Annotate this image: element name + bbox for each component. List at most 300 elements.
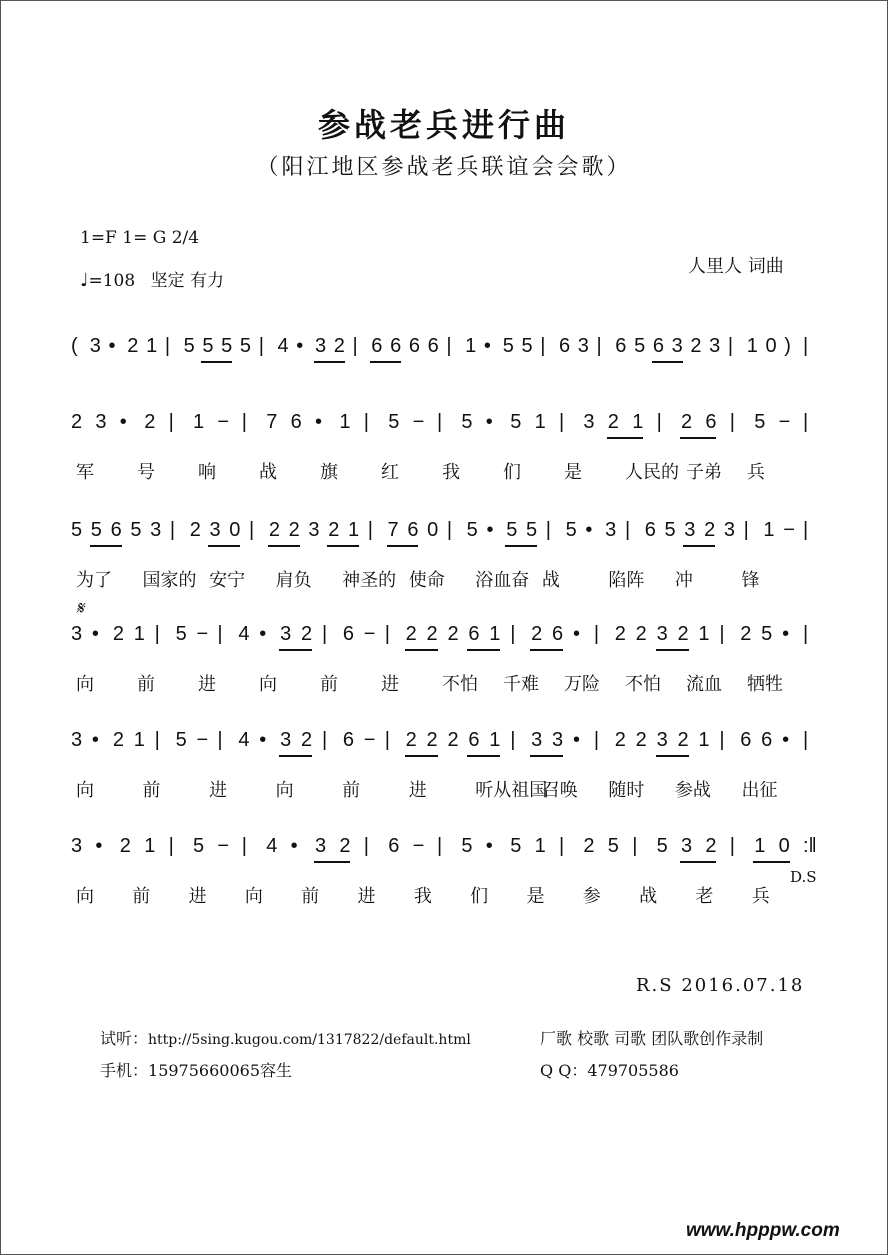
note: 2: [71, 411, 83, 433]
note: 2: [405, 623, 417, 645]
note: 5: [175, 729, 187, 751]
beam-line: [314, 861, 350, 863]
note: 6: [427, 335, 439, 357]
barline: |: [719, 729, 725, 751]
note: 3: [71, 729, 83, 751]
note: 5: [510, 411, 522, 433]
score-row: [0, 728, 888, 801]
lyric: 流血: [686, 674, 722, 695]
lyric: 们: [503, 462, 521, 483]
note: 5: [761, 623, 773, 645]
note: 6: [290, 411, 302, 433]
barline: |: [363, 835, 369, 857]
note: 1: [632, 411, 644, 433]
beam-line: [279, 649, 312, 651]
lyric: 向: [76, 886, 94, 907]
note: −: [196, 729, 209, 751]
score-row: [0, 518, 888, 591]
barline: |: [803, 335, 809, 357]
lyric: 向: [76, 674, 94, 695]
note: 1: [763, 519, 775, 541]
note: 2: [677, 623, 689, 645]
lyric: 出征: [741, 780, 778, 801]
note: 6: [652, 335, 664, 357]
note: 5: [510, 835, 522, 857]
song-title: 参战老兵进行曲: [317, 106, 570, 144]
lyric: 肩负: [275, 570, 312, 591]
note: 4: [238, 623, 250, 645]
beam-line: [467, 755, 500, 757]
lyric: 前: [342, 780, 361, 801]
note: 1: [754, 835, 766, 857]
note: 2: [119, 835, 131, 857]
listen-label: 试听：: [100, 1029, 149, 1048]
lyric: 兵: [751, 886, 770, 907]
barline: |: [154, 623, 160, 645]
note: 0: [229, 519, 241, 541]
note: −: [783, 519, 795, 541]
note: 2: [112, 623, 124, 645]
note: 4: [266, 835, 278, 857]
barline: |: [510, 623, 516, 645]
note: 3: [150, 519, 162, 541]
dot-mark: •: [782, 623, 790, 645]
note: 1: [534, 411, 546, 433]
lyric: 锋: [741, 570, 760, 591]
note: 5: [202, 335, 214, 357]
note: 5: [221, 335, 233, 357]
lyric: 随时: [608, 780, 645, 801]
note: 6: [342, 623, 354, 645]
song-subtitle: （阳江地区参战老兵联谊会会歌）: [256, 155, 632, 180]
barline: |: [321, 729, 328, 751]
note: 2: [607, 411, 619, 433]
dot-mark: •: [95, 835, 103, 857]
note: 1: [347, 519, 360, 541]
lyric: 不怕: [625, 674, 661, 695]
lyric: 我: [442, 462, 460, 483]
barline: |: [249, 519, 255, 541]
site-watermark: www.hpppw.com: [686, 1220, 840, 1241]
lyric: 千难: [503, 674, 539, 695]
lyric: 战: [639, 886, 658, 907]
beam-line: [208, 545, 240, 547]
key-signature: 1=F 1= G 2/4: [80, 228, 200, 248]
note: 7: [266, 411, 278, 433]
lyric: 前: [320, 674, 338, 695]
note: 1: [146, 335, 158, 357]
note: 6: [705, 411, 717, 433]
barline: |: [437, 835, 443, 857]
note: 1: [489, 729, 501, 751]
barline: |: [352, 335, 358, 357]
note: 3: [280, 623, 292, 645]
lyric: 进: [198, 674, 216, 695]
note: (: [71, 335, 78, 357]
lyric: 前: [132, 886, 151, 907]
listen-line: [100, 1026, 471, 1049]
dot-mark: •: [585, 519, 593, 541]
barline: |: [656, 411, 662, 433]
dot-mark: •: [483, 335, 491, 357]
note: 6: [468, 623, 480, 645]
note: −: [363, 623, 376, 645]
dot-mark: •: [572, 729, 580, 751]
note: 3: [315, 835, 327, 857]
barline: |: [632, 835, 638, 857]
note: 3: [552, 729, 564, 751]
note: 2: [189, 519, 201, 541]
note: −: [778, 411, 791, 433]
note: 2: [704, 519, 716, 541]
note: 2: [426, 623, 438, 645]
note: 2: [681, 411, 693, 433]
barline: |: [540, 335, 546, 357]
tempo-marking: [80, 266, 224, 291]
note: 2: [301, 729, 313, 751]
barline: |: [719, 623, 725, 645]
barline: |: [803, 411, 809, 433]
barline: |: [803, 519, 809, 541]
note: 5: [388, 411, 400, 433]
note: 2: [447, 729, 459, 751]
lyric: 听从祖国: [475, 780, 548, 801]
note: 0: [765, 335, 777, 357]
note: 3: [681, 835, 693, 857]
barline: |: [241, 411, 247, 433]
note: 3: [656, 729, 668, 751]
note: 6: [342, 729, 354, 751]
note: 1: [698, 729, 710, 751]
segno-icon: 𝄋: [76, 598, 84, 619]
note: 2: [614, 623, 626, 645]
note: 3: [583, 411, 595, 433]
barline: |: [559, 835, 565, 857]
lyric: 进: [188, 886, 207, 907]
note: 6: [615, 335, 627, 357]
tempo-value: =108: [88, 271, 136, 291]
lyric: 召唤: [541, 780, 578, 801]
note: 2: [531, 623, 543, 645]
note: 3: [671, 335, 683, 357]
lyric: 们: [470, 886, 489, 907]
lyric: 人民的: [625, 462, 679, 483]
quarter-note-icon: ♩: [80, 270, 89, 291]
qq-number: 479705586: [587, 1061, 679, 1080]
note: 2: [690, 335, 702, 357]
note: 1: [339, 411, 351, 433]
barline: |: [593, 623, 600, 645]
note: 5: [183, 335, 195, 357]
note: 5: [521, 335, 533, 357]
dot-mark: •: [486, 519, 494, 541]
lyric: 安宁: [209, 570, 246, 591]
note: 6: [110, 519, 122, 541]
barline: |: [803, 623, 809, 645]
lyric: 神圣的: [342, 570, 397, 591]
lyric: 万险: [564, 674, 600, 695]
note: 5: [239, 335, 252, 357]
lyric: 向: [259, 674, 277, 695]
note: 5: [506, 519, 518, 541]
barline: |: [258, 335, 264, 357]
note: 5: [71, 519, 83, 541]
barline: |: [727, 335, 734, 357]
barline: |: [437, 411, 443, 433]
barline: |: [803, 729, 809, 751]
note: 6: [552, 623, 564, 645]
note: −: [196, 623, 209, 645]
note: 5: [607, 835, 619, 857]
barline: |: [729, 835, 735, 857]
tempo-text: 坚定 有力: [150, 271, 225, 291]
note: 3: [577, 335, 589, 357]
barline: |: [168, 835, 174, 857]
barline: |: [168, 411, 174, 433]
note: 2: [328, 519, 340, 541]
barline: |: [729, 411, 735, 433]
note: 3: [89, 335, 101, 357]
note: 3: [709, 335, 721, 357]
barline: |: [593, 729, 600, 751]
dot-mark: •: [782, 729, 790, 751]
beam-line: [680, 861, 716, 863]
lyric: 参战: [674, 780, 711, 801]
note: 6: [388, 835, 400, 857]
beam-line: [370, 361, 401, 363]
lyric: 冲: [674, 570, 693, 591]
lyric: 号: [137, 462, 155, 483]
note: −: [412, 835, 425, 857]
beam-line: [279, 755, 312, 757]
note: 2: [405, 729, 417, 751]
note: 5: [664, 519, 676, 541]
note: 1: [133, 623, 145, 645]
author-credit: 人里人 词曲: [688, 256, 784, 277]
note: −: [363, 729, 376, 751]
note: 3: [95, 411, 107, 433]
note: 2: [127, 335, 139, 357]
beam-line: [656, 649, 689, 651]
beam-line: [652, 361, 683, 363]
note: 1: [489, 623, 501, 645]
beam-line: [268, 545, 300, 547]
lyric: 老: [695, 886, 714, 907]
barline: |: [164, 335, 171, 357]
note: 6: [468, 729, 480, 751]
note: 2: [740, 623, 752, 645]
lyric: 向: [275, 780, 294, 801]
dot-mark: •: [108, 335, 116, 357]
score-row: [0, 334, 888, 364]
lyric: 前: [137, 674, 155, 695]
lyric: 我: [413, 886, 432, 907]
note: −: [412, 411, 425, 433]
beam-line: [530, 755, 563, 757]
barline: |: [446, 519, 453, 541]
lyric: 不怕: [442, 674, 478, 695]
qq-label: Q Q：: [540, 1061, 588, 1080]
beam-line: [680, 437, 716, 439]
dot-mark: •: [290, 835, 298, 857]
note: 6: [390, 335, 402, 357]
lyric: 战: [541, 570, 560, 591]
note: 3: [684, 519, 696, 541]
beam-line: [90, 545, 122, 547]
score-row: [0, 410, 888, 483]
lyric: 军: [76, 462, 94, 483]
note: 2: [112, 729, 124, 751]
barline: |: [446, 335, 452, 357]
dot-mark: •: [485, 835, 493, 857]
dot-mark: •: [296, 335, 304, 357]
beam-line: [314, 361, 345, 363]
lyric: 向: [244, 886, 263, 907]
barline: |: [241, 835, 247, 857]
beam-line: [387, 545, 419, 547]
note: 5: [461, 411, 473, 433]
lyric: 兵: [747, 462, 765, 483]
beam-line: [607, 437, 643, 439]
note: 5: [461, 835, 473, 857]
note: 3: [723, 519, 735, 541]
note: 5: [754, 411, 766, 433]
lyric: 国家的: [142, 570, 197, 591]
note: 4: [277, 335, 289, 357]
services-line: 厂歌 校歌 司歌 团队歌创作录制: [540, 1029, 764, 1048]
dot-mark: •: [119, 411, 127, 433]
note: 3: [605, 519, 617, 541]
note: 3: [531, 729, 543, 751]
lyric: 前: [142, 780, 161, 801]
barline: |: [321, 623, 328, 645]
lyric: 参: [582, 886, 601, 907]
lyric: 是: [526, 886, 545, 907]
note: 2: [339, 835, 351, 857]
note: 2: [144, 411, 156, 433]
note: 6: [644, 519, 656, 541]
note: 2: [288, 519, 300, 541]
note: 2: [268, 519, 280, 541]
phone-label: 手机：: [100, 1061, 149, 1080]
lyric: 响: [198, 462, 216, 483]
dot-mark: •: [485, 411, 493, 433]
lyric: 子弟: [686, 462, 722, 483]
barline: |: [596, 335, 602, 357]
lyric: 旗: [320, 462, 338, 483]
barline: |: [169, 519, 176, 541]
lyric: 进: [357, 886, 376, 907]
barline: |: [384, 623, 390, 645]
barline: |: [545, 519, 551, 541]
note: 2: [333, 335, 345, 357]
note: 2: [635, 623, 647, 645]
barline: |: [624, 519, 631, 541]
note: 5: [565, 519, 577, 541]
note: 5: [526, 519, 538, 541]
listen-url[interactable]: http://5sing.kugou.com/1317822/default.html: [148, 1032, 471, 1048]
lyric: 使命: [408, 570, 445, 591]
note: 5: [175, 623, 187, 645]
note: 6: [761, 729, 773, 751]
note: 0: [778, 835, 790, 857]
barline: |: [363, 411, 369, 433]
note: 5: [466, 519, 478, 541]
barline: |: [217, 623, 223, 645]
beam-line: [327, 545, 359, 547]
lyric: 浴血奋: [475, 570, 530, 591]
phone-line: [100, 1058, 292, 1081]
note: 3: [315, 335, 327, 357]
note: 0: [427, 519, 439, 541]
dot-mark: •: [91, 623, 99, 645]
note: 1: [698, 623, 710, 645]
qq-line: [540, 1058, 679, 1081]
lyric: 陷阵: [608, 570, 645, 591]
note: :‖: [803, 835, 817, 857]
note: −: [217, 835, 230, 857]
note: 5: [90, 519, 102, 541]
note: 3: [656, 623, 668, 645]
note: 1: [534, 835, 546, 857]
note: 2: [301, 623, 313, 645]
note: ): [784, 335, 791, 357]
note: 4: [238, 729, 250, 751]
lyric: 进: [209, 780, 228, 801]
signature-date: R.S 2016.07.18: [636, 975, 805, 996]
note: 6: [408, 335, 420, 357]
note: 1: [465, 335, 477, 357]
note: 3: [71, 623, 83, 645]
beam-line: [201, 361, 232, 363]
beam-line: [530, 649, 563, 651]
note: 6: [407, 519, 419, 541]
note: 5: [656, 835, 668, 857]
note: 2: [677, 729, 689, 751]
barline: |: [559, 411, 565, 433]
note: 3: [280, 729, 292, 751]
lyric: 进: [381, 674, 399, 695]
lyric: 为了: [76, 570, 112, 591]
lyric: 战: [259, 462, 277, 483]
note: 6: [559, 335, 571, 357]
note: 5: [634, 335, 646, 357]
note: 1: [133, 729, 145, 751]
barline: |: [217, 729, 223, 751]
lyric: 进: [408, 780, 427, 801]
note: 3: [71, 835, 83, 857]
note: 1: [144, 835, 156, 857]
score-row: [0, 622, 888, 695]
beam-line: [656, 755, 689, 757]
lyric: 红: [381, 462, 399, 483]
note: 6: [371, 335, 383, 357]
barline: |: [154, 729, 160, 751]
barline: |: [367, 519, 373, 541]
lyric: 前: [301, 886, 320, 907]
lyric: 是: [564, 462, 582, 483]
note: 2: [583, 835, 595, 857]
barline: |: [384, 729, 390, 751]
note: 5: [193, 835, 205, 857]
note: −: [217, 411, 230, 433]
note: 2: [447, 623, 459, 645]
dot-mark: •: [91, 729, 99, 751]
beam-line: [753, 861, 789, 863]
ds-marking: D.S: [790, 868, 817, 886]
note: 2: [705, 835, 717, 857]
barline: |: [510, 729, 516, 751]
